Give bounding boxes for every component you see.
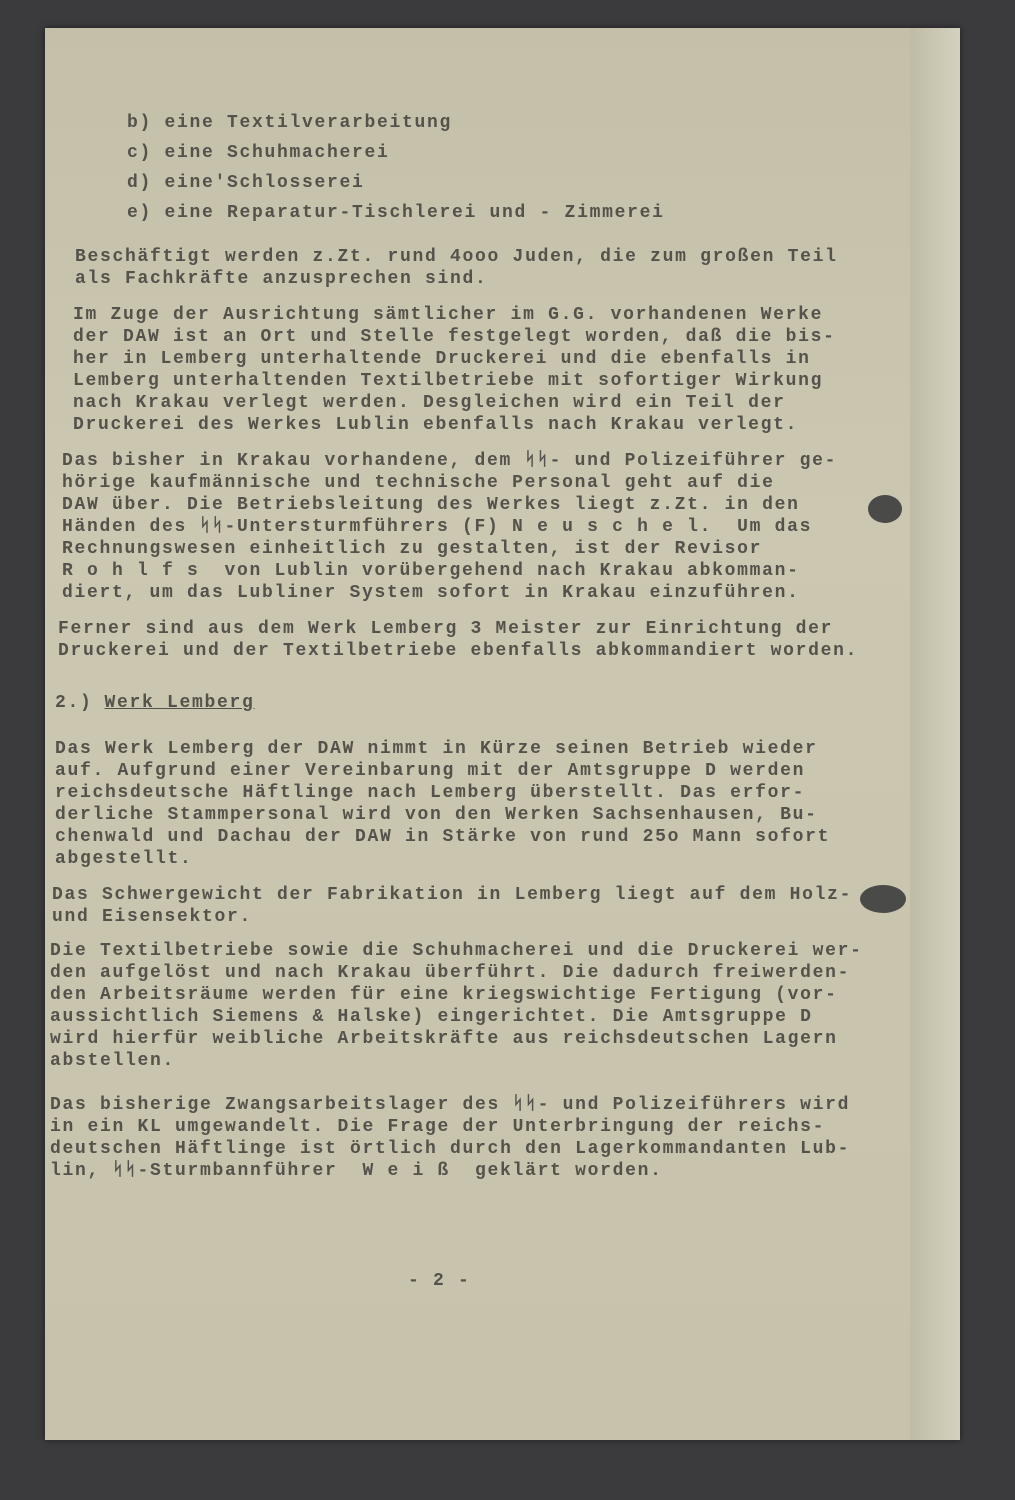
text-line: Das bisher in Krakau vorhandene, dem ᛋᛋ- und Polizeiführer ge- xyxy=(62,451,838,471)
text-line: Rechnungswesen einheitlich zu gestalten, ist der Revisor xyxy=(62,539,763,559)
paragraph xyxy=(58,618,858,662)
paragraph xyxy=(55,738,830,870)
text-line: wird hierfür weibliche Arbeitskräfte aus reichsdeutschen Lagern xyxy=(50,1029,838,1049)
text-line: Das Werk Lemberg der DAW nimmt in Kürze seinen Betrieb wieder xyxy=(55,739,818,759)
section-title: Werk Lemberg xyxy=(104,693,255,713)
punch-hole xyxy=(868,495,902,523)
text-line: Beschäftigt werden z.Zt. rund 4ooo Juden, die zum großen Teil xyxy=(75,247,838,267)
text-line: Lemberg unterhaltenden Textilbetriebe mit sofortiger Wirkung xyxy=(73,371,824,391)
text-line: in ein KL umgewandelt. Die Frage der Unterbringung der reichs- xyxy=(50,1117,826,1137)
list-item: e) eine Reparatur-Tischlerei und - Zimmerei xyxy=(127,203,665,223)
punch-hole xyxy=(860,885,906,913)
text-line: derliche Stammpersonal wird von den Werken Sachsenhausen, Bu- xyxy=(55,805,818,825)
text-line: abstellen. xyxy=(50,1051,176,1071)
text-line: chenwald und Dachau der DAW in Stärke von rund 25o Mann sofort xyxy=(55,827,831,847)
document-page xyxy=(45,28,960,1440)
section-number: 2.) xyxy=(55,693,93,713)
text-line: lin, ᛋᛋ-Sturmbannführer W e i ß geklärt worden. xyxy=(50,1161,663,1181)
text-line: hörige kaufmännische und technische Personal geht auf die xyxy=(62,473,775,493)
text-line: reichsdeutsche Häftlinge nach Lemberg überstellt. Das erfor- xyxy=(55,783,806,803)
text-line: her in Lemberg unterhaltende Druckerei und die ebenfalls in xyxy=(73,349,811,369)
list-item: b) eine Textilverarbeitung xyxy=(127,113,453,133)
text-line: den aufgelöst und nach Krakau überführt. Die dadurch freiwerden- xyxy=(50,963,851,983)
text-line: und Eisensektor. xyxy=(52,907,253,927)
text-line: Druckerei und der Textilbetriebe ebenfalls abkommandiert worden. xyxy=(58,641,859,661)
text-line: Druckerei des Werkes Lublin ebenfalls nach Krakau verlegt. xyxy=(73,415,799,435)
text-line: R o h l f s von Lublin vorübergehend nach Krakau abkomman- xyxy=(62,561,800,581)
list-item: d) eine'Schlosserei xyxy=(127,173,365,193)
paragraph xyxy=(75,246,838,290)
text-line: als Fachkräfte anzusprechen sind. xyxy=(75,269,488,289)
text-line: nach Krakau verlegt werden. Desgleichen wird ein Teil der xyxy=(73,393,786,413)
paragraph xyxy=(62,450,837,604)
paragraph xyxy=(52,884,852,928)
text-line: abgestellt. xyxy=(55,849,193,869)
text-line: Händen des ᛋᛋ-Untersturmführers (F) N e u s c h e l. Um das xyxy=(62,517,813,537)
item-list xyxy=(127,108,665,228)
text-line: diert, um das Lubliner System sofort in Krakau einzuführen. xyxy=(62,583,800,603)
text-line: Die Textilbetriebe sowie die Schuhmacherei und die Druckerei wer- xyxy=(50,941,863,961)
text-line: Das Schwergewicht der Fabrikation in Lemberg liegt auf dem Holz- xyxy=(52,885,853,905)
text-line: auf. Aufgrund einer Vereinbarung mit der Amtsgruppe D werden xyxy=(55,761,806,781)
text-line: Im Zuge der Ausrichtung sämtlicher im G.G. vorhandenen Werke xyxy=(73,305,824,325)
text-line: deutschen Häftlinge ist örtlich durch den Lagerkommandanten Lub- xyxy=(50,1139,851,1159)
page-edge-strip xyxy=(910,28,960,1440)
paragraph xyxy=(73,304,836,436)
section-heading xyxy=(55,692,255,714)
text-line: der DAW ist an Ort und Stelle festgelegt worden, daß die bis- xyxy=(73,327,836,347)
text-line: Ferner sind aus dem Werk Lemberg 3 Meister zur Einrichtung der xyxy=(58,619,834,639)
text-line: DAW über. Die Betriebsleitung des Werkes liegt z.Zt. in den xyxy=(62,495,800,515)
text-line: den Arbeitsräume werden für eine kriegswichtige Fertigung (vor- xyxy=(50,985,838,1005)
text-line: aussichtlich Siemens & Halske) eingerichtet. Die Amtsgruppe D xyxy=(50,1007,813,1027)
page-number: - 2 - xyxy=(408,1271,471,1291)
paragraph xyxy=(50,940,863,1072)
text-line: Das bisherige Zwangsarbeitslager des ᛋᛋ- und Polizeiführers wird xyxy=(50,1095,851,1115)
paragraph xyxy=(50,1094,850,1182)
list-item: c) eine Schuhmacherei xyxy=(127,143,390,163)
